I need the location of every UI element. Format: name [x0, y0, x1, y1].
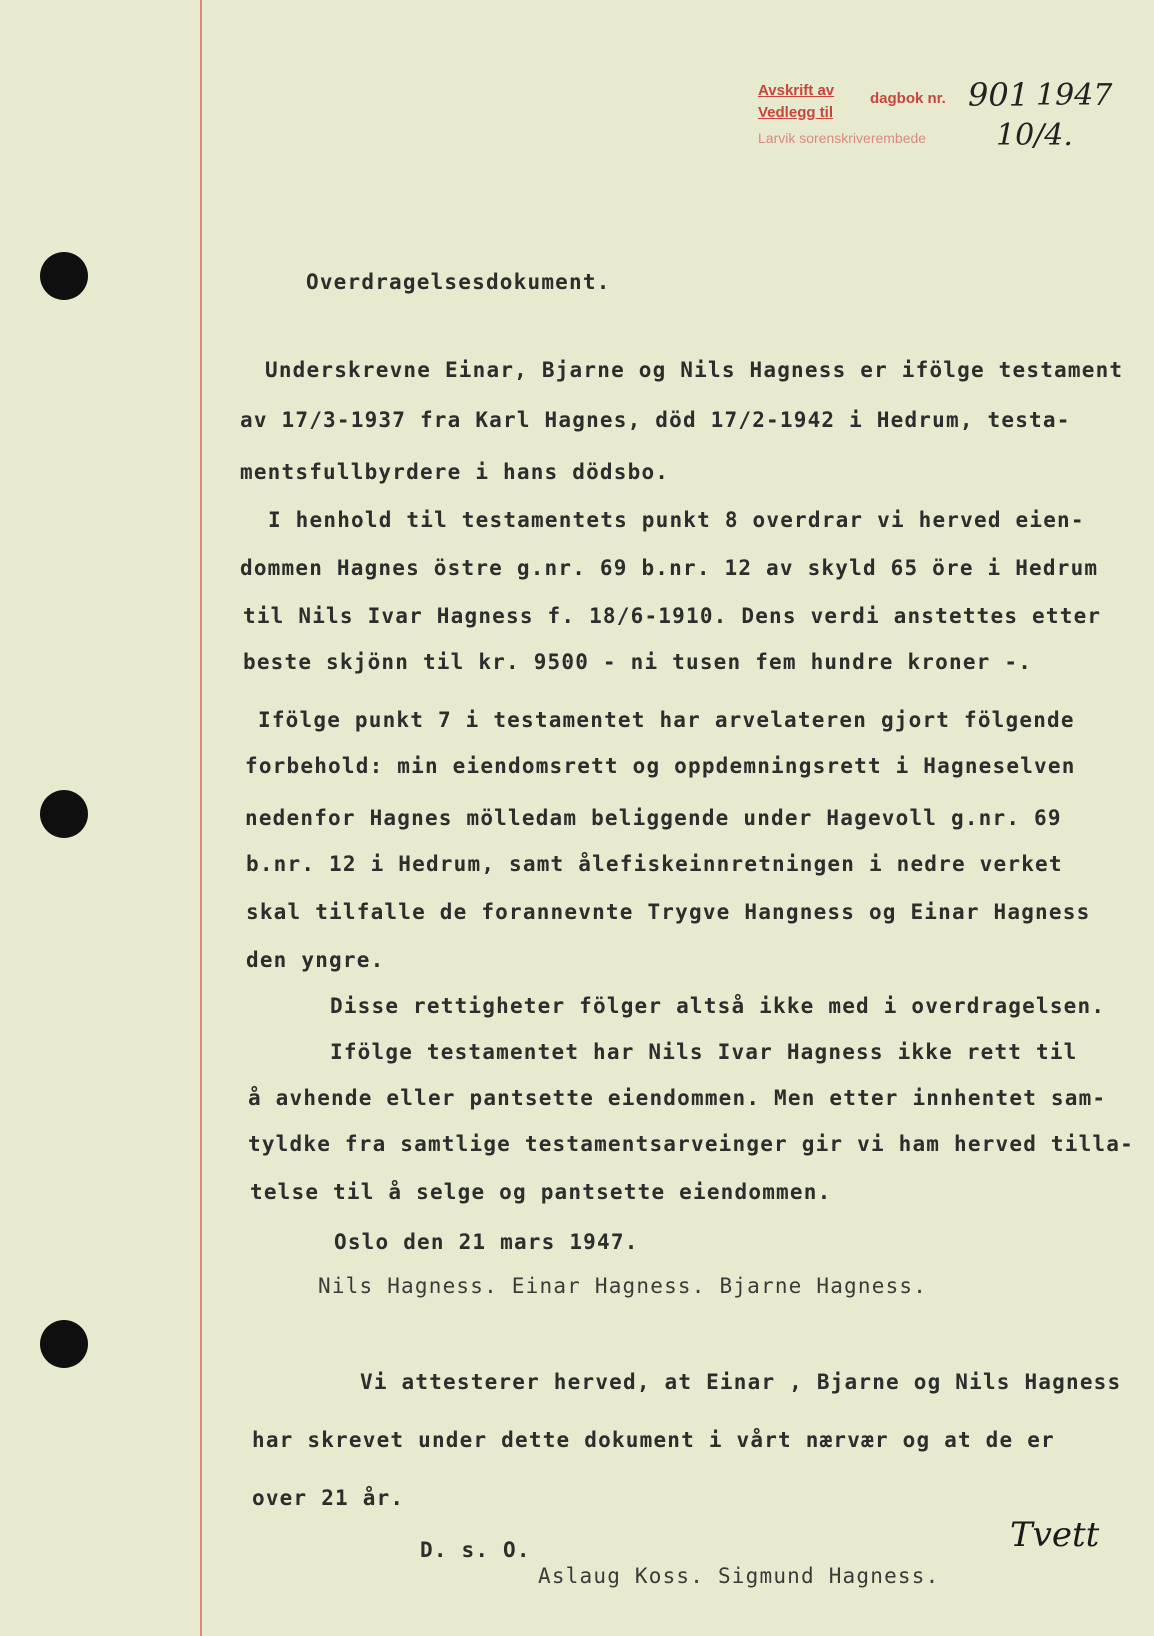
- archive-stamp: [758, 76, 1118, 162]
- stamp-year: 1947: [1036, 78, 1113, 113]
- body-line: Ifölge punkt 7 i testamentet har arvelateren gjort fölgende: [258, 708, 1075, 732]
- body-line: til Nils Ivar Hagness f. 18/6-1910. Dens verdi anstettes etter: [243, 604, 1102, 628]
- attest-line: over 21 år.: [252, 1486, 405, 1510]
- place-date: Oslo den 21 mars 1947.: [334, 1230, 639, 1254]
- body-line: forbehold: min eiendomsrett og oppdemningsrett i Hagneselven: [245, 754, 1076, 778]
- body-line: den yngre.: [246, 948, 385, 972]
- stamp-number: 901: [968, 76, 1030, 114]
- punch-hole-icon: [40, 1320, 88, 1368]
- punch-hole-icon: [40, 252, 88, 300]
- stamp-date: 10/4.: [996, 118, 1073, 153]
- body-line: skal tilfalle de forannevnte Trygve Hangness og Einar Hagness: [246, 900, 1091, 924]
- body-line: Disse rettigheter fölger altså ikke med i overdragelsen.: [330, 994, 1106, 1018]
- body-line: telse til å selge og pantsette eiendommen.: [250, 1180, 832, 1204]
- document-title: Overdragelsesdokument.: [306, 270, 611, 294]
- body-line: dommen Hagnes östre g.nr. 69 b.nr. 12 av skyld 65 öre i Hedrum: [240, 556, 1099, 580]
- body-line: Ifölge testamentet har Nils Ivar Hagness ikke rett til: [330, 1040, 1078, 1064]
- signatures: Nils Hagness. Einar Hagness. Bjarne Hagness.: [318, 1274, 928, 1298]
- margin-line: [200, 0, 202, 1636]
- dso-line: D. s. O.: [420, 1538, 531, 1562]
- body-line: å avhende eller pantsette eiendommen. Men etter innhentet sam-: [248, 1086, 1107, 1110]
- attest-line: har skrevet under dette dokument i vårt nærvær og at de er: [252, 1428, 1055, 1452]
- body-line: b.nr. 12 i Hedrum, samt ålefiskeinnretningen i nedre verket: [246, 852, 1063, 876]
- stamp-avskrift: Avskrift av: [758, 82, 835, 99]
- body-line: nedenfor Hagnes mölledam beliggende under Hagevoll g.nr. 69: [245, 806, 1062, 830]
- stamp-vedlegg: Vedlegg til: [758, 104, 834, 121]
- body-line: Underskrevne Einar, Bjarne og Nils Hagness er ifölge testament: [265, 358, 1124, 382]
- body-line: tyldke fra samtlige testamentsarveinger gir vi ham herved tilla-: [248, 1132, 1134, 1156]
- attest-line: Vi attesterer herved, at Einar , Bjarne og Nils Hagness: [360, 1370, 1122, 1394]
- body-line: av 17/3-1937 fra Karl Hagnes, död 17/2-1942 i Hedrum, testa-: [240, 408, 1071, 432]
- witness-signatures: Aslaug Koss. Sigmund Hagness.: [538, 1564, 940, 1588]
- body-line: mentsfullbyrdere i hans dödsbo.: [240, 460, 670, 484]
- punch-hole-icon: [40, 790, 88, 838]
- handwritten-signature: Tvett: [1010, 1515, 1100, 1555]
- stamp-office: Larvik sorenskriverembede: [758, 130, 927, 146]
- body-line: I henhold til testamentets punkt 8 overdrar vi herved eien-: [268, 508, 1085, 532]
- body-line: beste skjönn til kr. 9500 - ni tusen fem hundre kroner -.: [243, 650, 1033, 674]
- stamp-dagbok: dagbok nr.: [870, 90, 946, 107]
